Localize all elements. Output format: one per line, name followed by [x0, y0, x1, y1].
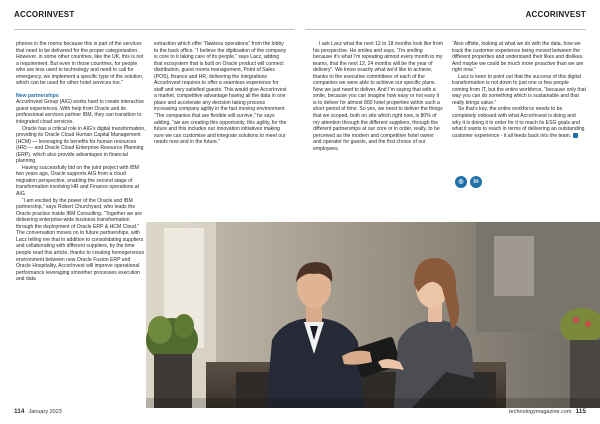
footer-left: [14, 408, 62, 415]
linkedin-share-icon[interactable]: in: [470, 176, 482, 188]
text-column-2: [154, 41, 288, 146]
footer-right: [509, 408, 586, 415]
photo-illustration: [146, 222, 600, 408]
paragraph: AccorInvest Group (AIG) works hard to create interactive guest experiences. With help from Oracle and its professional services partner IBM, they can transition to integrated cloud services.: [16, 99, 144, 126]
paragraph: Having successfully bid on the joint project with IBM two years ago, Oracle supports AIG from a cloud migration perspective, enabling the second stage of transformation involving HR and Finance operations at AIG.: [16, 164, 139, 198]
website-share-icon[interactable]: ◎: [455, 176, 467, 188]
hotel-lobby-photo: [146, 222, 600, 408]
header-divider-right: [305, 29, 586, 30]
paragraph: Oracle has a critical role in AIG’s digital transformation, providing its Oracle Cloud Human Capital Management (HCM) — leveraging its benefits for human resources (HR) — and Oracle Cloud Enterprise Resource Planning (ERP), which also provide advantages in financial planning.: [16, 125, 146, 165]
page-number-right: 115: [575, 408, 586, 415]
magazine-section-title-left: ACCORINVEST: [14, 10, 75, 19]
paragraph: Lacz is keen to point out that the success of this digital transformation is not down to just one or few people coming from IT, but the entire workforce, “because only that way you can do something which is sustainable and that really brings value.”: [452, 73, 586, 106]
subheading-new-partnerships: New partnerships: [16, 92, 59, 99]
text-column-4: [452, 41, 586, 139]
end-of-article-icon: [573, 133, 578, 138]
magazine-section-title-right: ACCORINVEST: [525, 10, 586, 19]
paragraph: phones in the rooms because this is part of the services that need to be delivered for the proper categorisation. However, in some other countries, like the UK, this is not a requirement. But even in those countries, for people who are less used to technology and need to call for emergency, we implement a specific type of the solution, which can be used for other hotel services too.”: [16, 41, 144, 87]
paragraph: I ask Lacz what the next 12 to 18 months look like from his perspective. He smiles and says, “I’m smiling because it’s what I’m repeating almost every month to my teams, that the next 12, 24 months will be the year of delivery”. We know exactly what we’d like to achieve, thanks to the executive committees of each of the companies we were able to achieve our specific plans. Now we just need to deliver. And I’m saying that with a smile, because you can imagine how easy or not easy it is to deliver for almost 800 hotel properties within such a short period of time. So yes, we need to deliver the things that we scoped, both on site which right now, is 80% of my attention through the different suppliers, through the different partnerships at our core or in order, really, to be perceived as the modern and competitive hotel owner and operator for guests, and the first choice of our employees.: [313, 41, 444, 152]
text-column-1: [16, 41, 146, 283]
paragraph: “I am excited by the power of the Oracle and IBM partnership,” says Robert Churchyard, who leads the Oracle practice inside IBM Consulting. “Together we are delivering enterprise-wide business transformation through the deployment of Oracle ERP & HCM Cloud.” The conversation moves on to future partnerships, with Lacz telling me that in addition to consolidating suppliers and collaborating with different suppliers, by the time people read this article, thanks to creating homogeneous environment between new Oracle Fusion ERP and Oracle Hospitality, AccorInvest will improve operational performance leveraging smoother processes execution and data: [16, 197, 144, 283]
header-divider-left: [14, 29, 295, 30]
issue-date: January 2023: [28, 409, 62, 415]
page-number-left: 114: [14, 408, 25, 415]
closing-text: So that’s key, the entire workforce needs to be completely onboard with what AccorInvest is doing and why it is doing it in order for it to reach its ESG goals and what it wants to reach in terms of delivering an outstanding customer experience - it all feeds back into the team.: [452, 106, 585, 139]
paragraph: “Also offsite, looking at what we do with the data, how we track the customer experience being moved between the different properties and understand their likes and dislikes. And maybe we could be much more proactive than we are right now.”: [452, 41, 584, 74]
paragraph: extraction which offer “flawless operations” from the lobby to the back office. “I believe the digitisation of the company is core to it taking care of its people,” says Lacz, adding that ecosystem that is built on Oracle product will connect distribution, guest rooms management, Point of Sales (POS), finance and HR, delivering the integrations AccorInvest requires to offer a seamless experience for staff and very satisfied guests. This would give AccorInvest a market, competitive advantage having all the data in one place and accelerate any decision taking process increasing company agility in the fast moving environment. “The companies that are flexible will survive,” he says adding, “we are creating this opportunity, this agility, for the future and this includes our innovation initiatives making sure we can customise and integrate solutions to meet our needs now and in the future.”: [154, 41, 287, 146]
paragraph: [452, 106, 586, 139]
magazine-website[interactable]: technologymagazine.com: [509, 409, 572, 415]
text-column-3: [313, 41, 443, 152]
